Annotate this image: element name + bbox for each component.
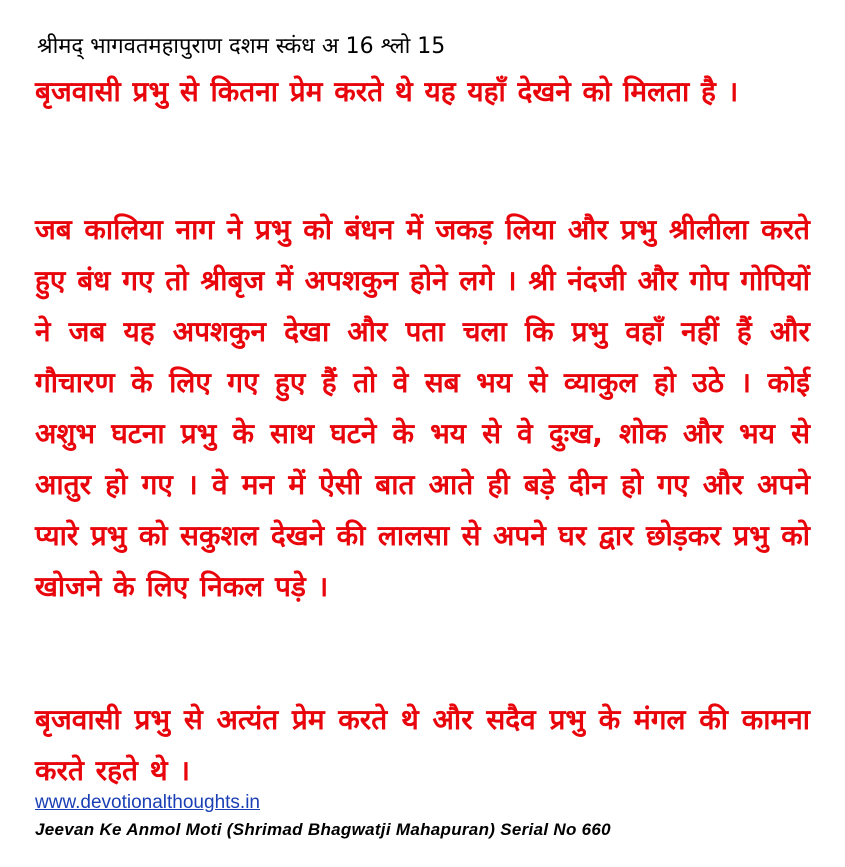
paragraph-story: जब कालिया नाग ने प्रभु को बंधन में जकड़ लिया और प्रभु श्रीलीला करते हुए बंध गए तो श्रीबृज में अपशकुन होने लगे । श्री नंदजी और गोप गोपियों ने जब यह अपशकुन देखा और पता चला कि प्रभु वहाँ नहीं हैं और गौचारण के लिए गए हुए हैं तो वे सब भय से व्याकुल हो उठे । कोई अशुभ घटना प्रभु के साथ घटने के भय से वे दुःख, शोक और भय से आतुर हो गए । वे मन में ऐसी बात आते ही बड़े दीन हो गए और अपने प्यारे प्रभु को सकुशल देखने की लालसा से अपने घर द्वार छोड़कर प्रभु को खोजने के लिए निकल पड़े । — [35, 213, 810, 603]
paragraph-conclusion: बृजवासी प्रभु से अत्यंत प्रेम करते थे और सदैव प्रभु के मंगल की कामना करते रहते थे । — [35, 703, 810, 787]
series-footer: Jeevan Ke Anmol Moti (Shrimad Bhagwatji Mahapuran) Serial No 660 — [35, 820, 611, 839]
paragraph-intro: बृजवासी प्रभु से कितना प्रेम करते थे यह यहाँ देखने को मिलता है । — [35, 75, 739, 108]
website-link[interactable]: www.devotionalthoughts.in — [35, 792, 260, 813]
scripture-reference-heading: श्रीमद् भागवतमहापुराण दशम स्कंध अ 16 श्लो 15 — [37, 34, 446, 59]
